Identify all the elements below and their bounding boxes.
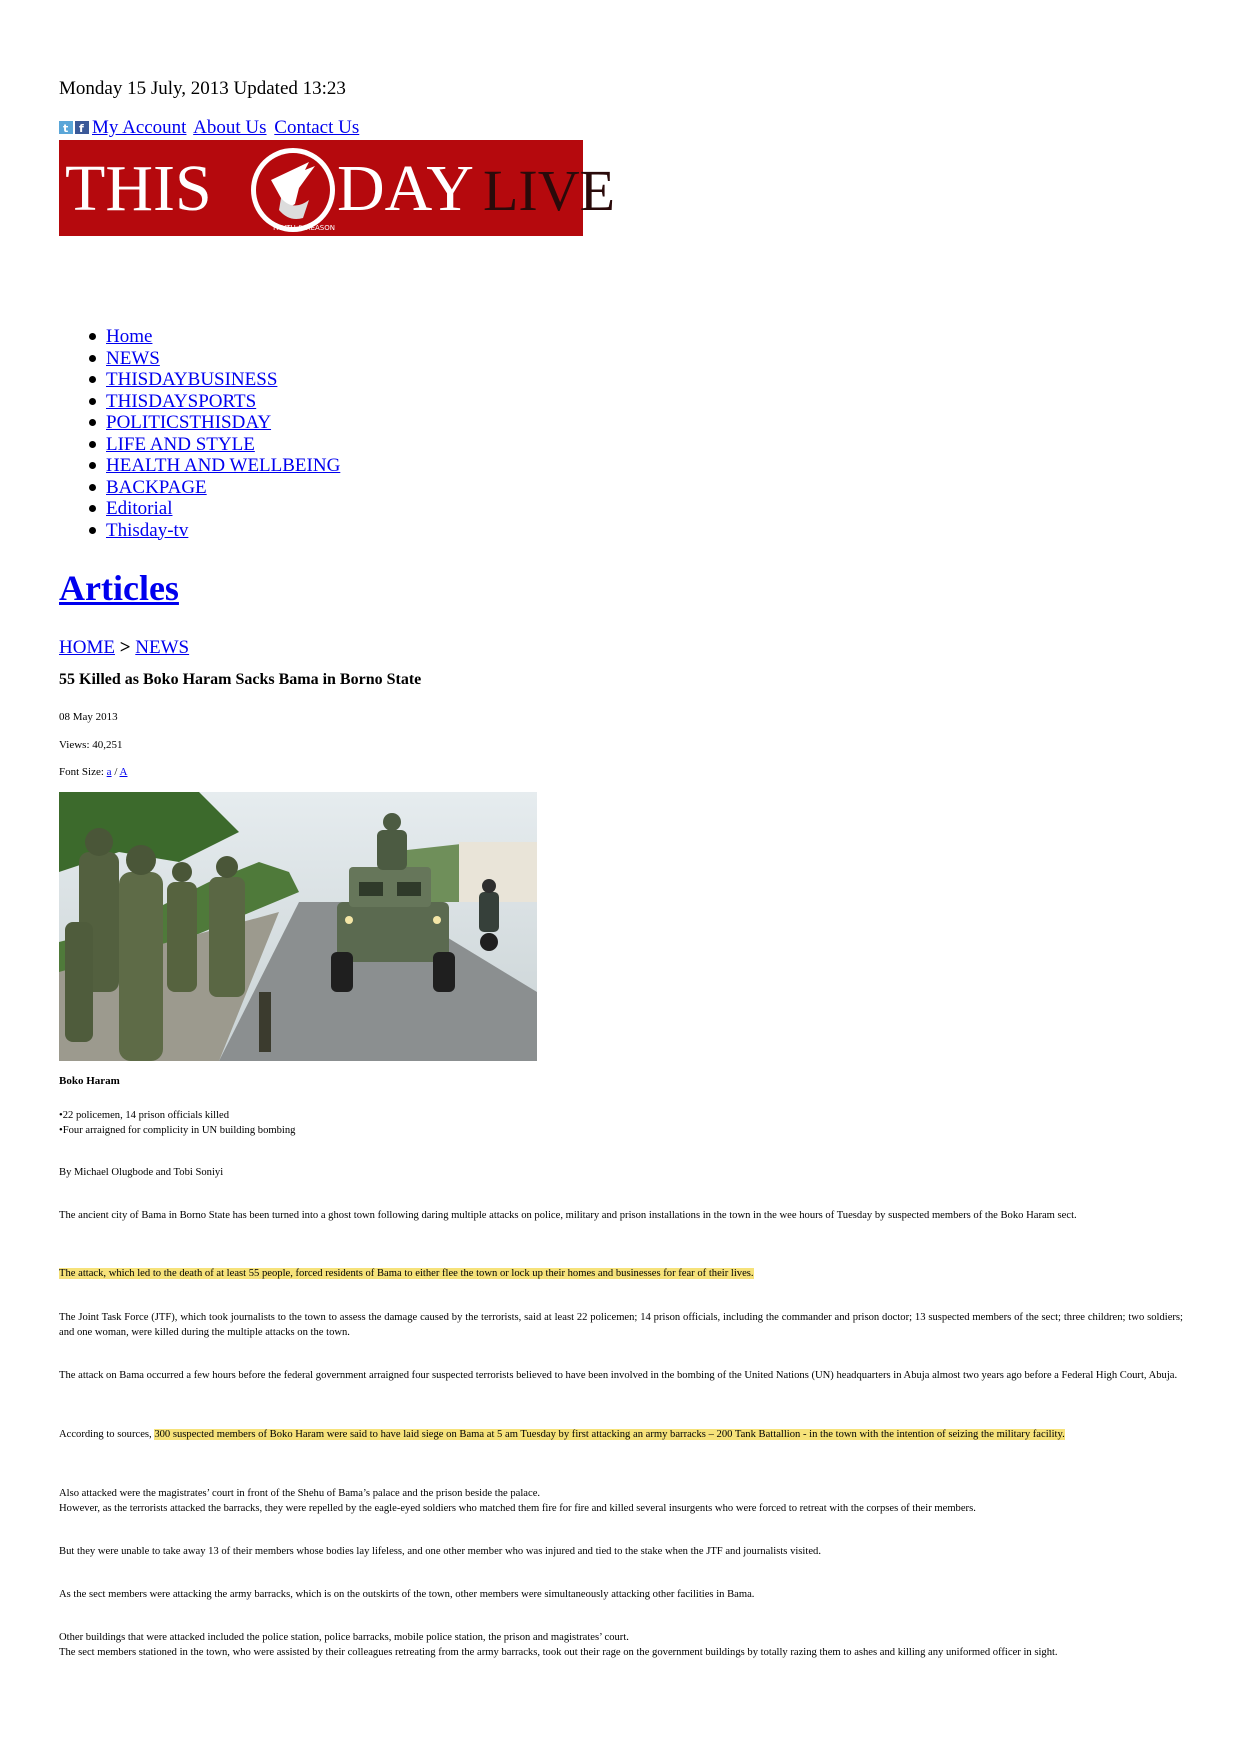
main-nav <box>106 326 340 541</box>
paragraph-line: Other buildings that were attacked included the police station, police barracks, mobile police station, the prison and magistrates’ court. <box>59 1632 629 1643</box>
logo-day: DAY <box>337 152 474 225</box>
nav-item-home <box>106 326 340 348</box>
nav-item-health <box>106 455 340 477</box>
nav-link-politics[interactable]: POLITICSTHISDAY <box>106 412 272 433</box>
eagle-emblem-icon <box>251 148 335 232</box>
nav-link-health[interactable]: HEALTH AND WELLBEING <box>106 455 341 476</box>
nav-link-business[interactable]: THISDAYBUSINESS <box>106 369 278 390</box>
nav-item-thisday-tv <box>106 520 340 542</box>
article-paragraph-1: The ancient city of Bama in Borno State has been turned into a ghost town following daring multiple attacks on police, military and prison installations in the town in the wee hours of Tuesday by suspected members of the Boko Haram sect. <box>59 1210 1077 1221</box>
highlighted-text: 300 suspected members of Boko Haram were said to have laid siege on Bama at 5 am Tuesday by first attacking an army barracks – 200 Tank Battallion - in the town with the intention of seizing the military facility. <box>154 1429 1065 1440</box>
about-us-link[interactable]: About Us <box>193 117 267 138</box>
logo-this: THIS <box>65 152 212 225</box>
nav-item-life-style <box>106 434 340 456</box>
contact-us-link[interactable]: Contact Us <box>274 117 360 138</box>
article-paragraph-2 <box>59 1266 1183 1281</box>
breadcrumb-news[interactable]: NEWS <box>135 637 190 658</box>
articles-link[interactable]: Articles <box>59 568 179 608</box>
nav-item-business <box>106 369 340 391</box>
bullet-item: •Four arraigned for complicity in UN building bombing <box>59 1125 296 1136</box>
paragraph-line: Also attacked were the magistrates’ court in front of the Shehu of Bama’s palace and the prison beside the palace. <box>59 1488 541 1499</box>
font-size-separator: / <box>111 766 120 778</box>
logo-live: LIVE <box>483 158 616 223</box>
article-paragraph-7: But they were unable to take away 13 of their members whose bodies lay lifeless, and one other member who was injured and tied to the stake when the JTF and journalists visited. <box>59 1546 821 1557</box>
svg-text:t: t <box>63 122 69 135</box>
font-size-label: Font Size: <box>59 766 107 778</box>
dateline: Monday 15 July, 2013 Updated 13:23 <box>59 78 346 99</box>
logo-motto: TRUTH & REASON <box>272 224 335 232</box>
nav-link-home[interactable]: Home <box>106 326 153 347</box>
paragraph-lead: According to sources, <box>59 1429 155 1440</box>
article-paragraph-6 <box>59 1486 1183 1516</box>
section-heading <box>59 566 179 610</box>
font-size-control <box>59 766 127 778</box>
article-byline: By Michael Olugbode and Tobi Soniyi <box>59 1167 224 1178</box>
nav-link-editorial[interactable]: Editorial <box>106 498 173 519</box>
my-account-link[interactable]: My Account <box>92 117 187 138</box>
nav-link-life-style[interactable]: LIFE AND STYLE <box>106 433 255 455</box>
breadcrumb-home[interactable]: HOME <box>59 637 115 658</box>
article-paragraph-8: As the sect members were attacking the army barracks, which is on the outskirts of the town, other members were simultaneously attacking other facilities in Bama. <box>59 1589 755 1600</box>
article-bullets <box>59 1108 1183 1138</box>
article-headline: 55 Killed as Boko Haram Sacks Bama in Borno State <box>59 671 422 688</box>
highlighted-text: The attack, which led to the death of at least 55 people, forced residents of Bama to either flee the town or lock up their homes and businesses for fear of their lives. <box>59 1268 754 1279</box>
article-paragraph-9 <box>59 1630 1183 1660</box>
font-size-small-link[interactable]: a <box>106 766 112 778</box>
svg-text:f: f <box>79 122 84 135</box>
font-size-large-link[interactable]: A <box>119 766 128 778</box>
nav-link-backpage[interactable]: BACKPAGE <box>106 476 207 498</box>
nav-item-news <box>106 348 340 370</box>
photo-caption: Boko Haram <box>59 1075 120 1087</box>
twitter-facebook-icon[interactable] <box>59 119 91 135</box>
article-photo <box>59 792 537 1061</box>
nav-item-backpage <box>106 477 340 499</box>
paragraph-line: However, as the terrorists attacked the barracks, they were repelled by the eagle-eyed soldiers who matched them fire for fire and killed several insurgents who were forced to retreat with the corpses of their members. <box>59 1503 976 1514</box>
nav-link-thisday-tv[interactable]: Thisday-tv <box>106 519 189 541</box>
article-date: 08 May 2013 <box>59 711 118 723</box>
nav-item-politics <box>106 412 340 434</box>
article-paragraph-5 <box>59 1427 1183 1442</box>
thisday-live-logo[interactable] <box>59 140 616 236</box>
breadcrumb-separator: > <box>114 637 136 658</box>
article-views: Views: 40,251 <box>59 739 123 751</box>
top-links <box>59 117 362 141</box>
article-paragraph-3: The Joint Task Force (JTF), which took journalists to the town to assess the damage caused by the terrorists, said at least 22 policemen; 14 prison officials, including the commander and prison doctor; 13 suspected members of the sect; three children; two soldiers; and one woman, were killed during the multiple attacks on the town. <box>59 1312 1183 1338</box>
social-icons[interactable] <box>59 119 91 141</box>
nav-item-sports <box>106 391 340 413</box>
nav-link-news[interactable]: NEWS <box>106 347 160 369</box>
paragraph-line: The sect members stationed in the town, who were assisted by their colleagues retreating from the army barracks, took out their rage on the government buildings by totally razing them to ashes and killing any uniformed officer in sight. <box>59 1647 1058 1658</box>
breadcrumb <box>59 637 189 659</box>
nav-link-sports[interactable]: THISDAYSPORTS <box>106 390 257 412</box>
article-paragraph-4: The attack on Bama occurred a few hours before the federal government arraigned four suspected terrorists believed to have been involved in the bombing of the United Nations (UN) headquarters in Abuja almost two years ago before a Federal High Court, Abuja. <box>59 1370 1178 1381</box>
bullet-item: •22 policemen, 14 prison officials killed <box>59 1110 230 1121</box>
nav-item-editorial <box>106 498 340 520</box>
